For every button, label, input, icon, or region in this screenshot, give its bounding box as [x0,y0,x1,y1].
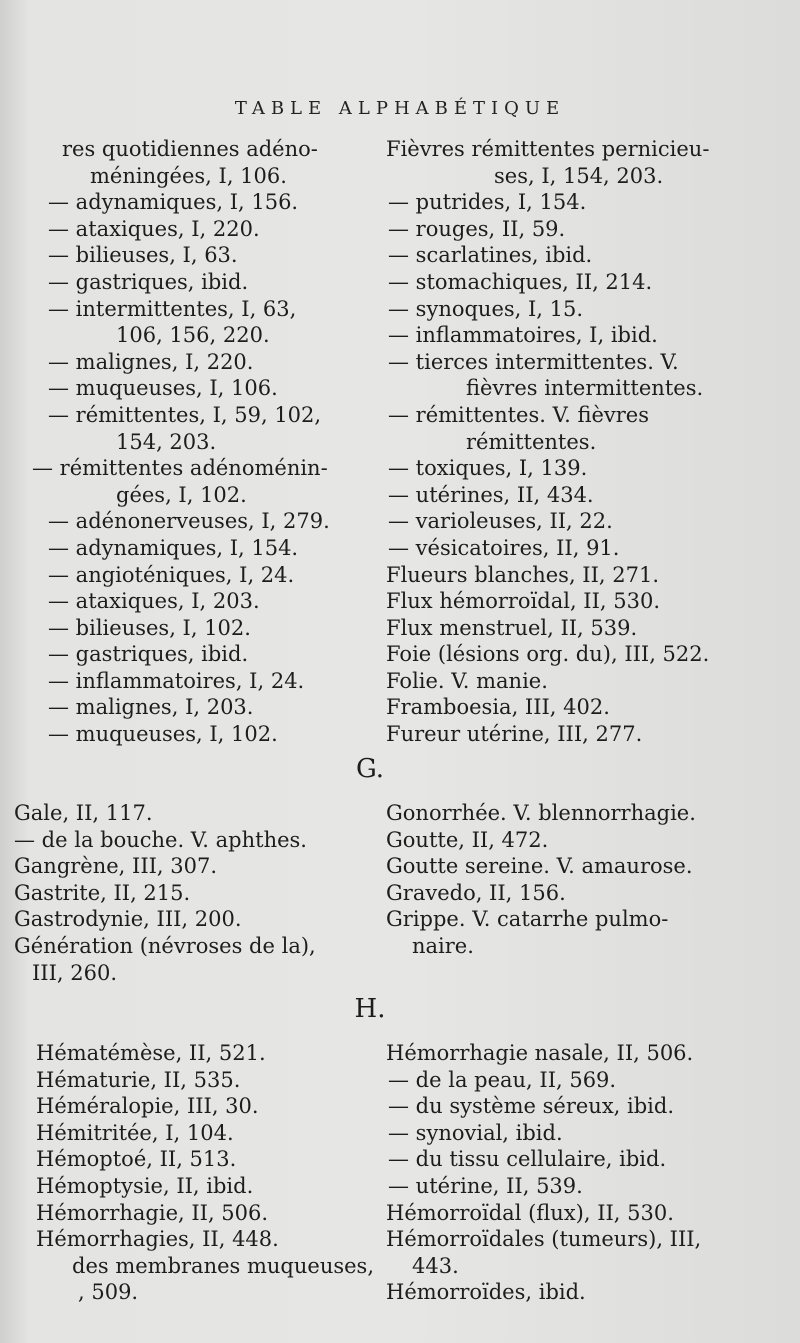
index-entry: Héméralopie, III, 30. [36,1094,259,1119]
section-letter-h: H. [354,994,386,1024]
index-entry: — rémittentes. V. fièvres [388,402,649,427]
index-entry: — varioleuses, II, 22. [388,509,613,534]
index-entry: — malignes, I, 203. [48,695,254,720]
index-entry: — utérines, II, 434. [388,482,594,507]
index-entry: 154, 203. [116,429,217,454]
index-entry: — utérine, II, 539. [388,1173,583,1198]
index-entry: Hémorroïdes, ibid. [386,1280,586,1305]
index-entry: — synovial, ibid. [388,1120,563,1145]
section-letter-g: G. [355,754,385,784]
index-entry: III, 260. [32,960,117,985]
index-entry: res quotidiennes adéno- [62,137,318,161]
index-entry: — synoques, I, 15. [388,296,584,321]
index-entry: — gastriques, ibid. [48,269,249,294]
index-entry: — adynamiques, I, 154. [48,535,299,560]
h-left-column [36,1040,394,1306]
index-entry: — angioténiques, I, 24. [48,562,295,587]
index-entry: — rémittentes, I, 59, 102, [48,402,322,427]
index-entry: ses, I, 154, 203. [494,163,664,188]
index-entry: Gravedo, II, 156. [386,880,566,905]
index-entry: — de la bouche. V. aphthes. [14,827,307,852]
f-left-column [22,136,380,748]
index-entry: Gangrène, III, 307. [14,854,218,879]
index-entry: — intermittentes, I, 63, [48,296,297,321]
index-entry: — ataxiques, I, 203. [48,589,260,614]
index-entry: Flux menstruel, II, 539. [386,615,638,640]
index-entry: Hémorrhagie, II, 506. [36,1200,269,1225]
index-entry: Framboesia, III, 402. [386,695,610,720]
index-entry: — inflammatoires, I, 24. [48,668,305,693]
index-entry: — rémittentes adénoménin- [32,456,328,481]
index-entry: — putrides, I, 154. [388,190,587,215]
index-entry: Flux hémorroïdal, II, 530. [386,589,661,614]
index-entry: naire. [412,933,474,958]
index-entry: Hémorroïdal (flux), II, 530. [386,1200,674,1225]
index-entry: — ataxiques, I, 220. [48,216,260,241]
index-entry: Goutte, II, 472. [386,827,549,852]
index-entry: des membranes muqueuses, [72,1253,374,1278]
index-entry: Fureur utérine, III, 277. [386,722,643,747]
index-entry: gées, I, 102. [116,482,247,507]
index-entry: rémittentes. [466,429,597,454]
index-entry: Hématurie, II, 535. [36,1067,241,1092]
index-entry: Hémoptoé, II, 513. [36,1147,237,1172]
index-entry: méningées, I, 106. [90,163,287,188]
index-entry: — bilieuses, I, 63. [48,243,238,268]
index-entry: 443. [412,1253,459,1278]
running-head: TABLE ALPHABÉTIQUE [234,98,566,119]
index-entry: — muqueuses, I, 102. [48,722,278,747]
index-entry: fièvres intermittentes. [466,376,704,401]
index-entry: Génération (névroses de la), [14,933,316,958]
index-entry: — toxiques, I, 139. [388,456,588,481]
index-entry: — stomachiques, II, 214. [388,269,653,294]
index-entry: — malignes, I, 220. [48,349,254,374]
index-entry: Flueurs blanches, II, 271. [386,562,659,587]
index-entry: — rouges, II, 59. [388,216,566,241]
index-entry: Foie (lésions org. du), III, 522. [386,642,710,667]
index-entry: — adénonerveuses, I, 279. [48,509,330,534]
index-entry: — scarlatines, ibid. [388,243,593,268]
index-entry: Hémoptysie, II, ibid. [36,1173,254,1198]
index-entry: Fièvres rémittentes pernicieu- [386,137,710,161]
index-entry: — adynamiques, I, 156. [48,190,299,215]
index-entry: Gastrite, II, 215. [14,880,191,905]
index-entry: Grippe. V. catarrhe pulmo- [386,907,669,932]
h-right-column [386,1040,790,1306]
index-entry: Gonorrhée. V. blennorrhagie. [386,801,696,825]
index-entry: 106, 156, 220. [116,323,270,348]
g-left-column [14,800,372,986]
index-entry: Hémorrhagies, II, 448. [36,1227,279,1252]
f-right-column [386,136,790,748]
index-entry: — bilieuses, I, 102. [48,615,251,640]
index-entry: — muqueuses, I, 106. [48,376,278,401]
index-entry: — du système séreux, ibid. [388,1094,675,1119]
index-entry: — vésicatoires, II, 91. [388,535,620,560]
index-entry: Gastrodynie, III, 200. [14,907,242,932]
index-entry: — de la peau, II, 569. [388,1067,617,1092]
index-entry: — du tissu cellulaire, ibid. [388,1147,667,1172]
index-entry: — tierces intermittentes. V. [388,349,679,374]
index-entry: Goutte sereine. V. amaurose. [386,854,693,879]
index-entry: Folie. V. manie. [386,668,548,693]
index-entry: Hémorroïdales (tumeurs), III, [386,1227,702,1252]
index-entry: Hémorrhagie nasale, II, 506. [386,1041,694,1065]
index-entry: Hématémèse, II, 521. [36,1041,266,1065]
index-entry: , 509. [78,1280,139,1305]
index-entry: Hémitritée, I, 104. [36,1120,234,1145]
index-entry: Gale, II, 117. [14,801,153,825]
g-right-column [386,800,790,960]
index-entry: — gastriques, ibid. [48,642,249,667]
index-entry: — inflammatoires, I, ibid. [388,323,658,348]
